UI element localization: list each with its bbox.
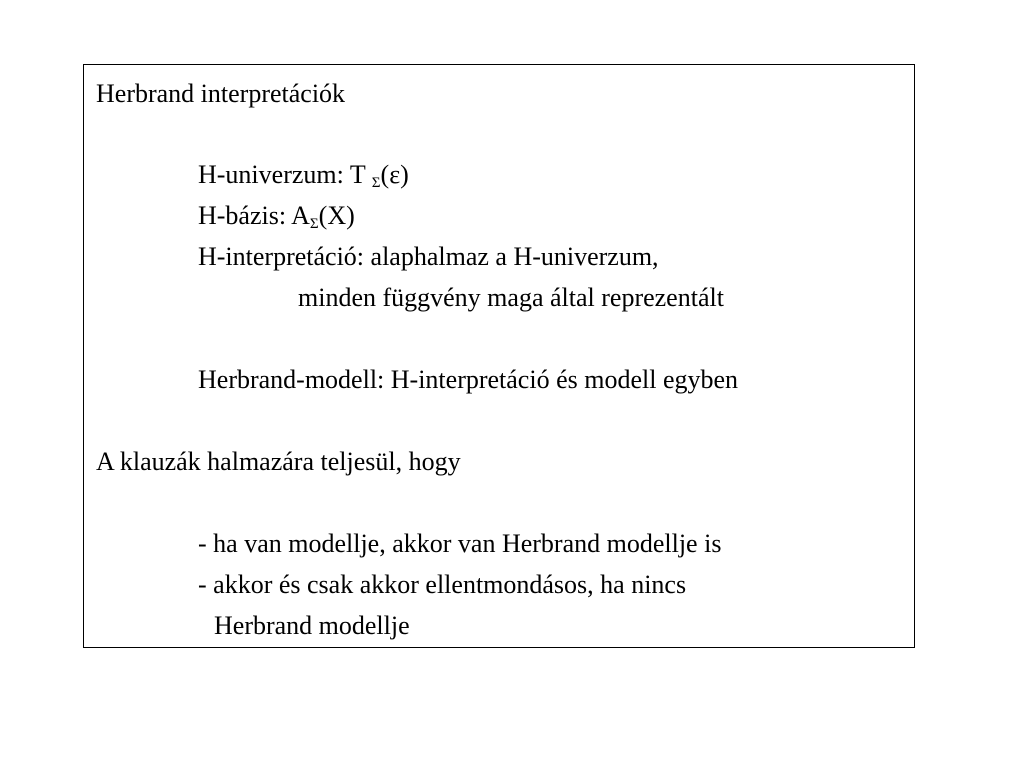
h-universe-line bbox=[198, 160, 409, 190]
slide-title: Herbrand interpretációk bbox=[96, 79, 346, 108]
herbrand-model-line: Herbrand-modell: H-interpretáció és modell egyben bbox=[198, 365, 739, 394]
slide-frame bbox=[83, 64, 915, 648]
h-universe-suffix: (ε) bbox=[380, 160, 409, 189]
h-base-subscript: Σ bbox=[309, 216, 319, 232]
h-universe-prefix: H-univerzum: T bbox=[198, 160, 372, 189]
h-base-line bbox=[198, 201, 355, 231]
bullet-contradictory-continuation: Herbrand modellje bbox=[214, 611, 410, 640]
bullet-has-model: - ha van modellje, akkor van Herbrand modellje is bbox=[198, 529, 722, 558]
h-universe-subscript: Σ bbox=[371, 175, 381, 191]
h-base-prefix: H-bázis: A bbox=[198, 201, 310, 230]
h-interpretation-line: H-interpretáció: alaphalmaz a H-univerzum, bbox=[198, 242, 659, 271]
h-interpretation-continuation: minden függvény maga által reprezentált bbox=[298, 283, 724, 312]
bullet-contradictory: - akkor és csak akkor ellentmondásos, ha nincs bbox=[198, 570, 687, 599]
clauses-intro: A klauzák halmazára teljesül, hogy bbox=[96, 447, 461, 476]
h-base-suffix: (X) bbox=[318, 201, 355, 230]
